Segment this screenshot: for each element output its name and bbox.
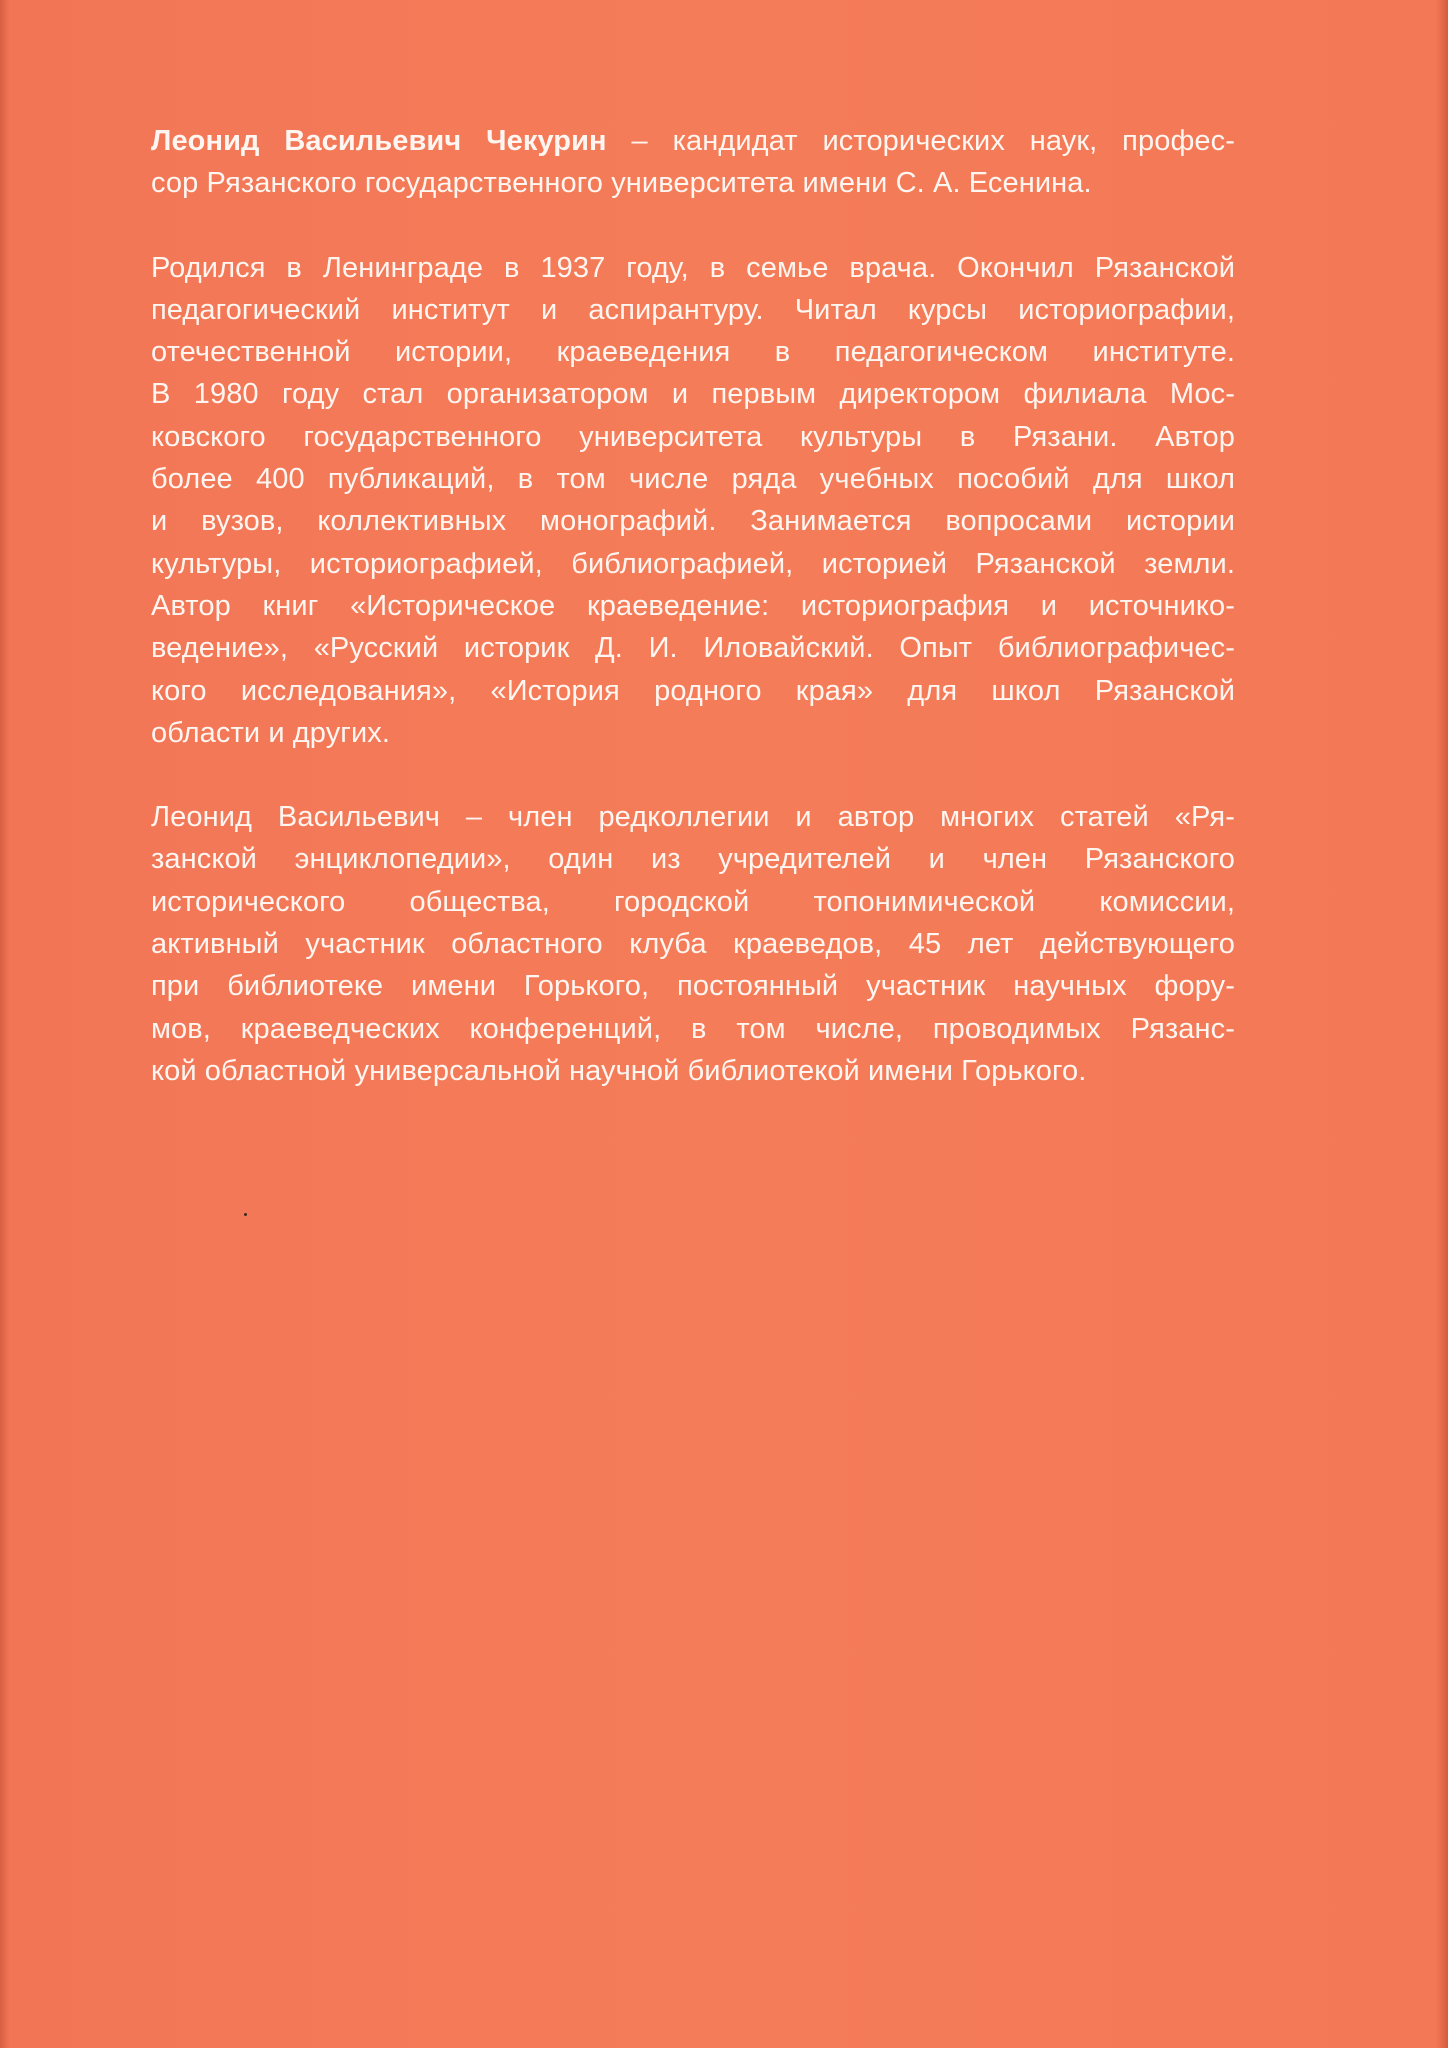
intro-dash: – — [631, 125, 648, 157]
bio-paragraph-intro — [151, 120, 1235, 205]
bio-text-line: В 1980 году стал организатором и первым директором филиала Мос- — [151, 378, 1235, 411]
bio-text-line: культуры, историографией, библиографией, историей Рязанской земли. — [151, 547, 1235, 580]
bio-intro-line-rest: кандидат исторических наук, профес- — [672, 125, 1235, 157]
bio-text-line: мов, краеведческих конференций, в том числе, проводимых Рязанс- — [151, 1012, 1235, 1045]
bio-text-line: сор Рязанского государственного университета имени С. А. Есенина. — [151, 167, 1092, 200]
bio-text-line: области и других. — [151, 716, 391, 749]
bio-text-line: занской энциклопедии», один из учредителей и член Рязанского — [151, 843, 1235, 876]
bio-text-line: отечественной истории, краеведения в педагогическом институте. — [151, 336, 1235, 369]
bio-paragraph-activities — [151, 796, 1235, 1092]
bio-text-line: ковского государственного университета культуры в Рязани. Автор — [151, 420, 1235, 453]
bio-text-line: Автор книг «Историческое краеведение: историография и источнико- — [151, 589, 1235, 622]
bio-text-line: кого исследования», «История родного края» для школ Рязанской — [151, 674, 1235, 707]
bio-text-line: Леонид Васильевич – член редколлегии и автор многих статей «Ря- — [151, 801, 1235, 834]
author-name: Леонид Васильевич Чекурин — [151, 125, 607, 157]
cover-right-edge — [1436, 0, 1448, 2048]
bio-text-line: ведение», «Русский историк Д. И. Иловайский. Опыт библиографичес- — [151, 632, 1235, 665]
bio-text-line: педагогический институт и аспирантуру. Читал курсы историографии, — [151, 293, 1235, 326]
bio-text-line: Родился в Ленинграде в 1937 году, в семье врача. Окончил Рязанской — [151, 251, 1235, 284]
bio-text-line: и вузов, коллективных монографий. Занимается вопросами истории — [151, 505, 1235, 538]
author-bio — [151, 120, 1235, 1134]
bio-text-line: исторического общества, городской топонимической комиссии, — [151, 885, 1235, 918]
bio-text-line: активный участник областного клуба краеведов, 45 лет действующего — [151, 928, 1235, 961]
cover-left-edge — [0, 0, 10, 2048]
bio-text-line: кой областной универсальной научной библиотекой имени Горького. — [151, 1054, 1087, 1087]
bio-intro-line — [151, 120, 1235, 162]
bio-text-line: более 400 публикаций, в том числе ряда учебных пособий для школ — [151, 463, 1235, 496]
bio-paragraph-career — [151, 247, 1235, 755]
bio-text-line: при библиотеке имени Горького, постоянный участник научных фору- — [151, 970, 1235, 1003]
print-speck — [244, 1213, 247, 1216]
